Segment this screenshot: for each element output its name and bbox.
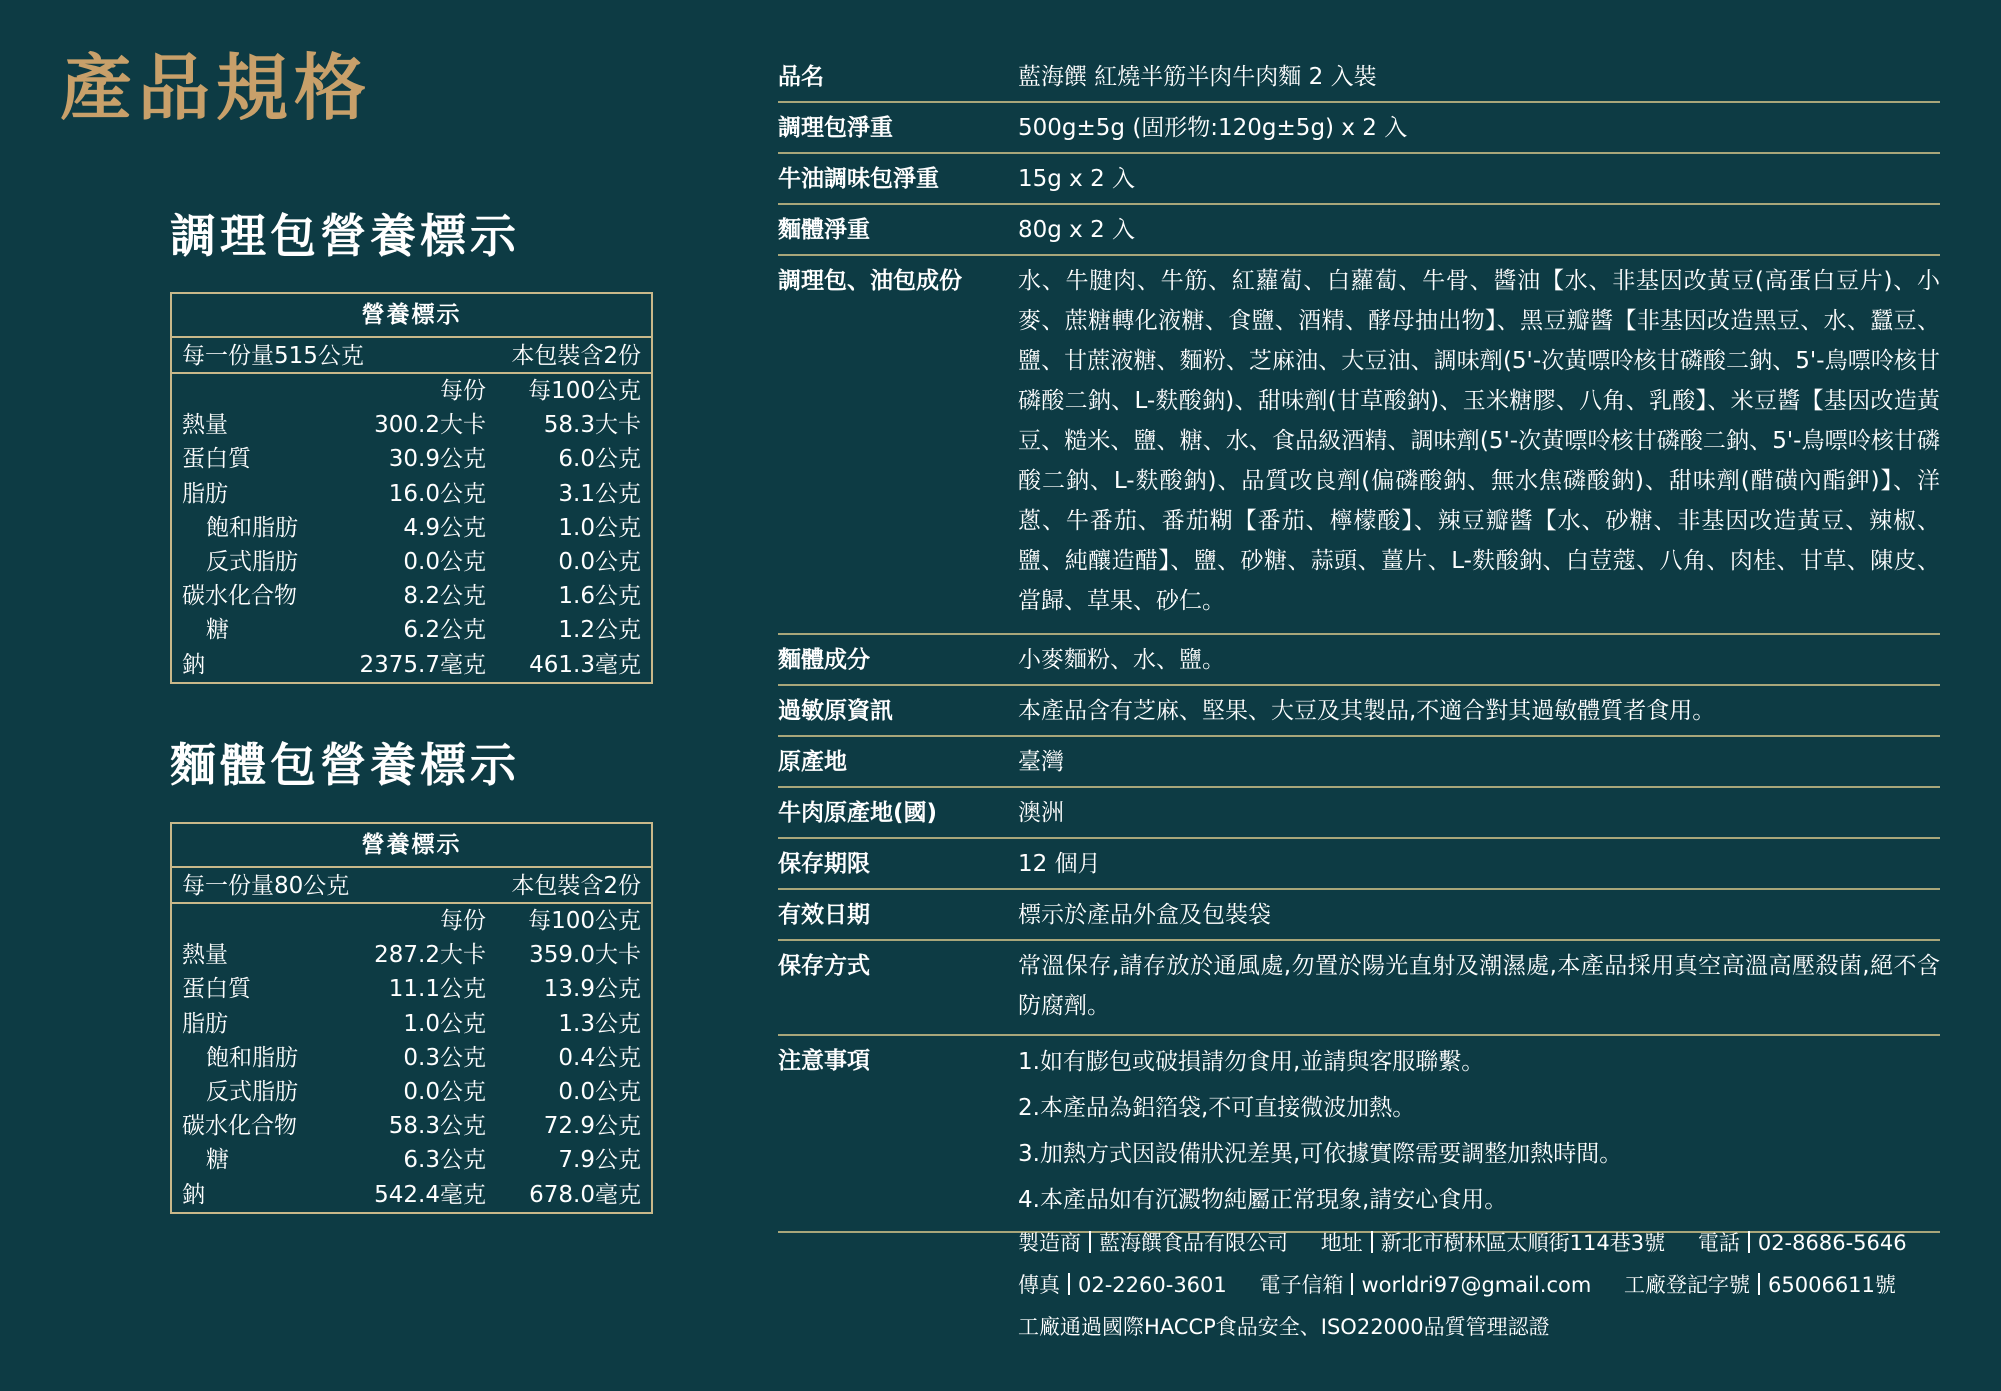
factory-label: 工廠登記字號 <box>1624 1273 1751 1297</box>
address-label: 地址 <box>1320 1231 1363 1255</box>
column-headers <box>172 904 651 938</box>
noodle-nutrition-table <box>170 822 653 1214</box>
spec-row-noodle-weight <box>778 205 1940 256</box>
table-row <box>172 1178 651 1212</box>
nutrient-name: 飽和脂肪 <box>206 514 298 541</box>
email <box>1259 1273 1591 1297</box>
spec-value: 小麥麵粉、水、鹽。 <box>1018 647 1225 673</box>
per-100g-value: 58.3大卡 <box>543 412 641 439</box>
nutrient-name: 糖 <box>206 1147 229 1174</box>
company-info <box>1018 1222 1940 1348</box>
spec-row-allergen <box>778 686 1940 737</box>
spec-row-oil-weight <box>778 154 1940 205</box>
fax <box>1018 1273 1227 1297</box>
spec-label: 過敏原資訊 <box>778 698 893 724</box>
per-100g-value: 0.0公克 <box>558 548 641 575</box>
nutrient-name: 糖 <box>206 617 229 644</box>
address-value: 新北市樹林區太順街114巷3號 <box>1380 1231 1666 1255</box>
spec-value: 常溫保存,請存放於通風處,勿置於陽光直射及潮濕處,本產品採用真空高溫高壓殺菌,絕不含防腐劑。 <box>1018 953 1940 1019</box>
per-serving-value: 0.0公克 <box>403 1078 486 1105</box>
spec-row-storage <box>778 941 1940 1036</box>
col-per-100g: 每100公克 <box>528 378 641 404</box>
list-item: 3.加熱方式因設備狀況差異,可依據實際需要調整加熱時間。 <box>1018 1141 1623 1167</box>
table-row <box>172 938 651 972</box>
company-info-line <box>1018 1222 1940 1264</box>
spec-label: 調理包、油包成份 <box>778 268 962 294</box>
nutrient-name: 反式脂肪 <box>206 548 298 575</box>
fax-label: 傳真 <box>1018 1273 1060 1297</box>
divider <box>1068 1273 1070 1295</box>
per-serving-value: 16.0公克 <box>388 480 486 507</box>
list-item: 2.本產品為鋁箔袋,不可直接微波加熱。 <box>1018 1095 1416 1121</box>
noodle-nutrition-title: 麵體包營養標示 <box>170 738 520 792</box>
spec-value: 500g±5g (固形物:120g±5g) x 2 入 <box>1018 115 1408 141</box>
list-item: 4.本產品如有沉澱物純屬正常現象,請安心食用。 <box>1018 1187 1508 1213</box>
phone-label: 電話 <box>1697 1231 1740 1255</box>
spec-label: 有效日期 <box>778 902 870 928</box>
serving-info <box>172 868 651 904</box>
col-per-serving: 每份 <box>440 908 486 934</box>
spec-value: 水、牛腱肉、牛筋、紅蘿蔔、白蘿蔔、牛骨、醬油【水、非基因改黃豆(高蛋白豆片)、小麥、蔗糖轉化液糖、食鹽、酒精、酵母抽出物】、黑豆瓣醬【非基因改造黑豆、水、蠶豆、鹽、甘蔗液糖、麵粉、芝麻油、大豆油、調味劑(5'-次黃嘌呤核甘磷酸二鈉、5'-鳥嘌呤核甘磷酸二鈉、L-麩酸鈉)、甜味劑(甘草酸鈉)、玉米糖膠、八角、乳酸】、米豆醬【基因改造黃豆、糙米、鹽、糖、水、食品級酒精、調味劑(5'-次黃嘌呤核甘磷酸二鈉、5'-鳥嘌呤核甘磷酸二鈉、L-麩酸鈉)、品質改良劑(偏磷酸鈉、無水焦磷酸鈉)、甜味劑(醋磺內酯鉀)】、洋蔥、牛番茄、番茄糊【番茄、檸檬酸】、辣豆瓣醬【水、砂糖、非基因改造黃豆、辣椒、鹽、純釀造醋】、鹽、砂糖、蒜頭、薑片、L-麩酸鈉、白荳蔻、八角、肉桂、甘草、陳皮、當歸、草果、砂仁。 <box>1018 268 1940 614</box>
spec-label: 麵體成分 <box>778 647 870 673</box>
nutrient-name: 蛋白質 <box>182 446 251 473</box>
per-serving-value: 30.9公克 <box>388 446 486 473</box>
spec-value: 臺灣 <box>1018 749 1064 775</box>
nutrient-name: 反式脂肪 <box>206 1078 298 1105</box>
nutrient-name: 碳水化合物 <box>182 583 297 610</box>
spec-value: 標示於產品外盒及包裝袋 <box>1018 902 1271 928</box>
spec-label: 牛肉原產地(國) <box>778 800 938 826</box>
table-row <box>172 442 651 476</box>
factory-registration <box>1624 1273 1896 1297</box>
col-per-100g: 每100公克 <box>528 908 641 934</box>
per-serving-value: 287.2大卡 <box>374 942 486 969</box>
list-item: 1.如有膨包或破損請勿食用,並請與客服聯繫。 <box>1018 1049 1485 1075</box>
spec-label: 品名 <box>778 64 824 90</box>
fax-value: 02-2260-3601 <box>1078 1273 1227 1297</box>
address <box>1321 1231 1665 1255</box>
per-100g-value: 1.6公克 <box>558 583 641 610</box>
nutrition-table-header: 營養標示 <box>172 824 651 868</box>
serving-info <box>172 338 651 374</box>
nutrient-name: 碳水化合物 <box>182 1113 297 1140</box>
table-row <box>172 972 651 1006</box>
table-row <box>172 511 651 545</box>
divider <box>1089 1231 1091 1253</box>
table-row <box>172 545 651 579</box>
per-100g-value: 461.3毫克 <box>529 651 641 678</box>
table-row <box>172 1143 651 1177</box>
spec-row-notes <box>778 1036 1940 1233</box>
spec-value: 本產品含有芝麻、堅果、大豆及其製品,不適合對其過敏體質者食用。 <box>1018 698 1716 724</box>
phone-value: 02-8686-5646 <box>1757 1231 1907 1255</box>
spec-value: 12 個月 <box>1018 851 1101 877</box>
spec-label: 保存期限 <box>778 851 870 877</box>
spec-label: 注意事項 <box>778 1048 870 1074</box>
table-row <box>172 1075 651 1109</box>
manufacturer-name: 藍海饌食品有限公司 <box>1099 1231 1288 1255</box>
spec-label: 保存方式 <box>778 953 870 979</box>
per-serving-value: 300.2大卡 <box>374 412 486 439</box>
nutrient-name: 脂肪 <box>182 480 228 507</box>
spec-row-ingredients <box>778 256 1940 635</box>
per-100g-value: 359.0大卡 <box>529 942 641 969</box>
sauce-nutrition-table <box>170 292 653 684</box>
per-serving-value: 11.1公克 <box>388 976 486 1003</box>
spec-row-shelf-life <box>778 839 1940 890</box>
company-info-line <box>1018 1264 1940 1306</box>
manufacturer-label: 製造商 <box>1018 1231 1081 1255</box>
page-title: 產品規格 <box>60 46 373 130</box>
per-serving-value: 8.2公克 <box>403 583 486 610</box>
serving-size: 每一份量515公克 <box>182 343 364 369</box>
email-label: 電子信箱 <box>1259 1273 1344 1297</box>
nutrient-name: 脂肪 <box>182 1010 228 1037</box>
per-serving-value: 1.0公克 <box>403 1010 486 1037</box>
notes-list <box>1018 1047 1940 1231</box>
divider <box>1371 1231 1373 1253</box>
email-value: worldri97@gmail.com <box>1361 1273 1592 1297</box>
spec-row-origin <box>778 737 1940 788</box>
spec-value: 藍海饌 紅燒半筋半肉牛肉麵 2 入裝 <box>1018 64 1377 90</box>
table-row <box>172 408 651 442</box>
sauce-nutrition-title: 調理包營養標示 <box>170 209 520 263</box>
certification: 工廠通過國際HACCP食品安全、ISO22000品質管理認證 <box>1018 1315 1550 1339</box>
spec-value: 80g x 2 入 <box>1018 217 1136 243</box>
per-100g-value: 678.0毫克 <box>529 1181 641 1208</box>
spec-row-noodle-ingredients <box>778 635 1940 686</box>
per-100g-value: 0.0公克 <box>558 1078 641 1105</box>
per-100g-value: 13.9公克 <box>543 976 641 1003</box>
spec-table <box>778 52 1940 1233</box>
nutrient-name: 熱量 <box>182 412 228 439</box>
table-row <box>172 613 651 647</box>
nutrient-name: 熱量 <box>182 942 228 969</box>
manufacturer <box>1018 1231 1288 1255</box>
per-100g-value: 0.4公克 <box>558 1044 641 1071</box>
per-serving-value: 58.3公克 <box>388 1113 486 1140</box>
per-serving-value: 6.3公克 <box>403 1147 486 1174</box>
per-100g-value: 7.9公克 <box>558 1147 641 1174</box>
spec-row-sauce-weight <box>778 103 1940 154</box>
per-100g-value: 72.9公克 <box>543 1113 641 1140</box>
table-row <box>172 477 651 511</box>
spec-row-expiry <box>778 890 1940 941</box>
per-100g-value: 1.3公克 <box>558 1010 641 1037</box>
nutrient-name: 飽和脂肪 <box>206 1044 298 1071</box>
spec-value: 15g x 2 入 <box>1018 166 1136 192</box>
per-serving-value: 0.3公克 <box>403 1044 486 1071</box>
col-per-serving: 每份 <box>440 378 486 404</box>
spec-row-beef-origin <box>778 788 1940 839</box>
spec-label: 原產地 <box>778 749 847 775</box>
table-row <box>172 1041 651 1075</box>
per-100g-value: 1.2公克 <box>558 617 641 644</box>
per-serving-value: 542.4毫克 <box>374 1181 486 1208</box>
factory-value: 65006611號 <box>1768 1273 1896 1297</box>
spec-label: 牛油調味包淨重 <box>778 166 939 192</box>
per-100g-value: 6.0公克 <box>558 446 641 473</box>
phone <box>1698 1231 1907 1255</box>
spec-value: 澳洲 <box>1018 800 1064 826</box>
column-headers <box>172 374 651 408</box>
serving-size: 每一份量80公克 <box>182 873 350 899</box>
nutrition-table-header: 營養標示 <box>172 294 651 338</box>
per-serving-value: 2375.7毫克 <box>359 651 486 678</box>
spec-label: 調理包淨重 <box>778 115 893 141</box>
nutrient-name: 鈉 <box>182 651 205 678</box>
per-100g-value: 3.1公克 <box>558 480 641 507</box>
per-serving-value: 0.0公克 <box>403 548 486 575</box>
divider <box>1758 1273 1760 1295</box>
per-serving-value: 4.9公克 <box>403 514 486 541</box>
table-row <box>172 648 651 682</box>
servings-per-pack: 本包裝含2份 <box>511 343 641 369</box>
table-row <box>172 1007 651 1041</box>
nutrient-name: 鈉 <box>182 1181 205 1208</box>
per-100g-value: 1.0公克 <box>558 514 641 541</box>
table-row <box>172 579 651 613</box>
table-row <box>172 1109 651 1143</box>
divider <box>1351 1273 1353 1295</box>
spec-row-product-name <box>778 52 1940 103</box>
spec-label: 麵體淨重 <box>778 217 870 243</box>
nutrient-name: 蛋白質 <box>182 976 251 1003</box>
divider <box>1748 1231 1750 1253</box>
per-serving-value: 6.2公克 <box>403 617 486 644</box>
servings-per-pack: 本包裝含2份 <box>511 873 641 899</box>
